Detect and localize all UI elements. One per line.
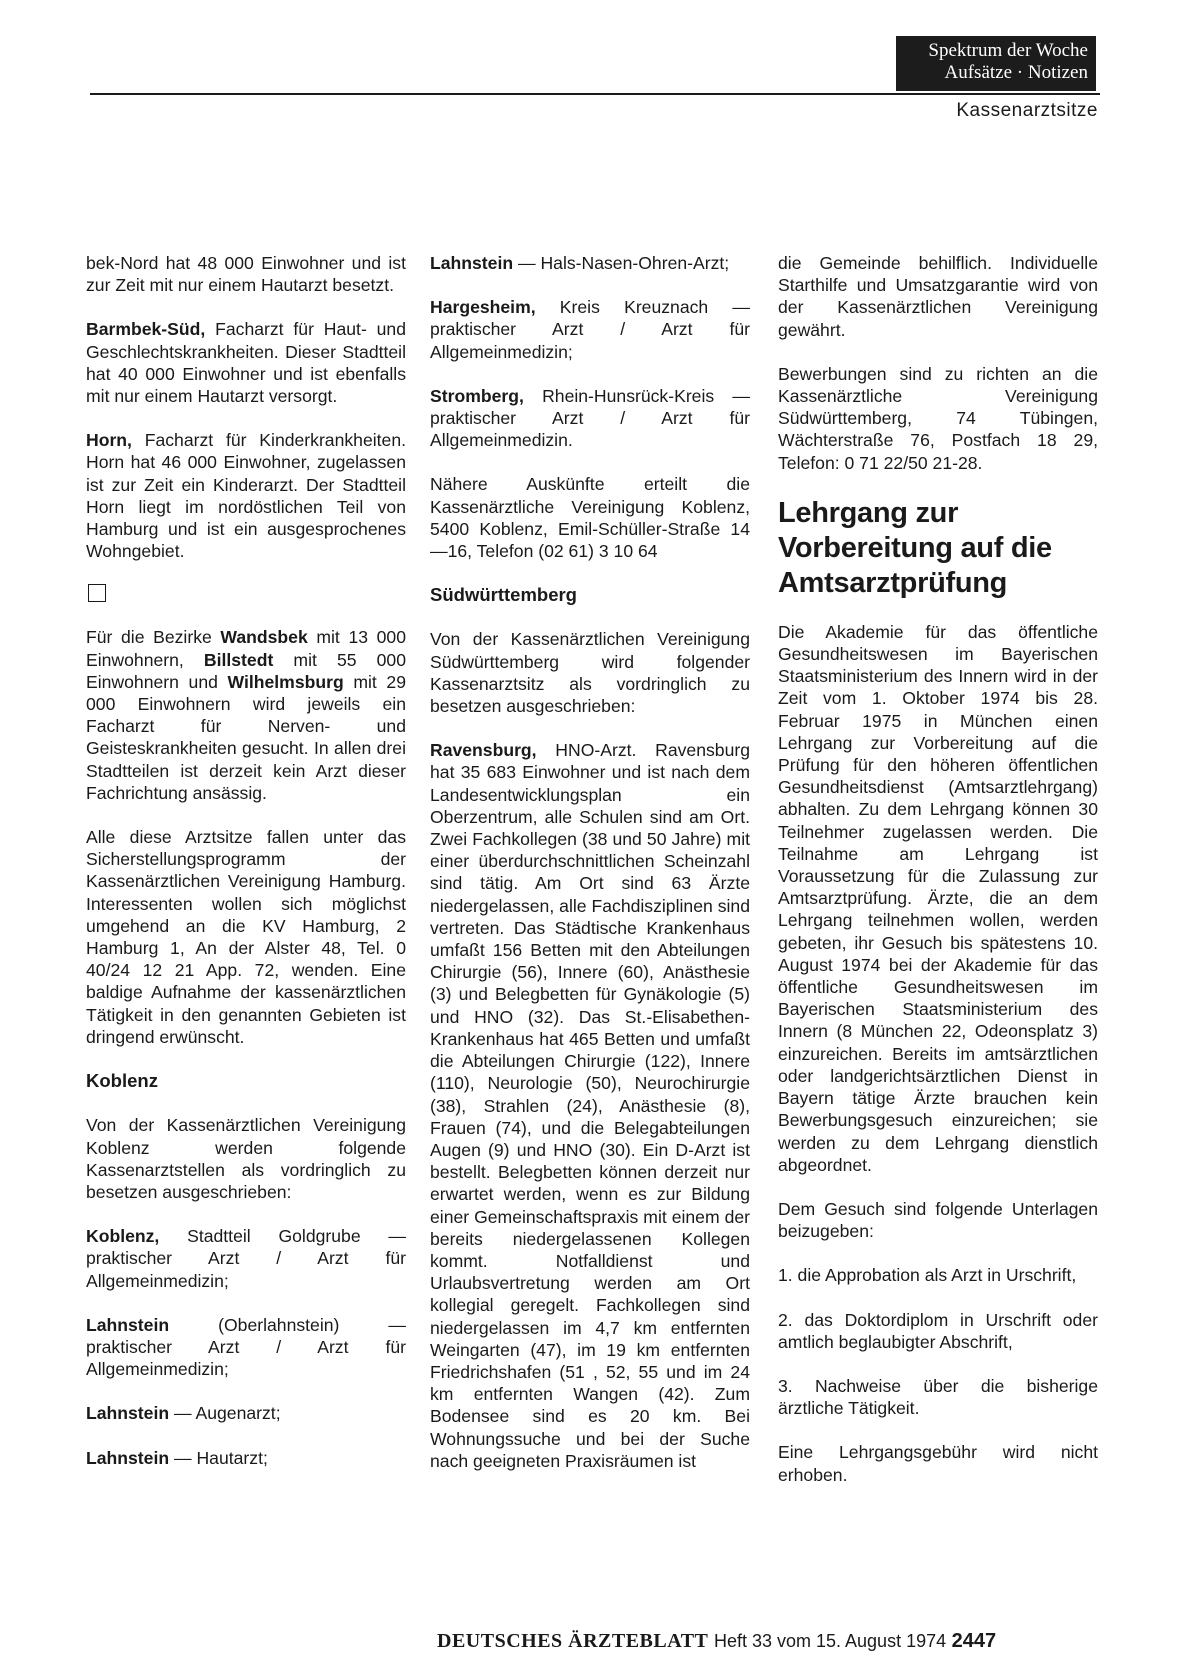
badge-line-1: Spektrum der Woche: [928, 40, 1088, 61]
paragraph: [86, 429, 406, 562]
bold-term: Billstedt: [203, 649, 274, 670]
bold-term: Lahnstein: [86, 1403, 170, 1424]
paragraph-text: mit 29 000 Einwohnern wird jeweils ein Facharzt für Nerven- und Geisteskrankheiten gesucht. In allen drei Stadtteilen ist derzeit kein Arzt dieser Fachrichtung ansässig.: [86, 671, 406, 803]
paragraph: [86, 1314, 406, 1381]
bold-term: Lahnstein: [86, 1447, 170, 1468]
heading-suedwuerttemberg: Südwürttemberg: [430, 584, 577, 606]
paragraph: [430, 739, 750, 1472]
paragraph: Eine Lehrgangsgebühr wird nicht erhoben.: [778, 1442, 1098, 1485]
paragraph-text: Kreis Kreuznach — praktischer Arzt / Arzt für Allgemeinmedizin;: [430, 297, 750, 362]
bold-term: Stromberg,: [430, 385, 524, 406]
paragraph-text: HNO-Arzt. Ravensburg hat 35 683 Einwohner und ist nach dem Landesentwicklungsplan ein Oberzentrum, alle Schulen sind am Ort. Zwei Fachkollegen (38 und 50 Jahre) mit einer überdurchschnittlichen Scheinzahl sind tätig. Am Ort sind 63 Ärzte niedergelassen, alle Fachdisziplinen sind vertreten. Das Städtische Krankenhaus umfaßt 156 Betten mit den Abteilungen Chirurgie (56), Innere (60), Anästhesie (3) und Belegbetten für Gynäkologie (5) und HNO (32). Das St.-Elisabethen-Krankenhaus hat 465 Betten und umfaßt die Abteilungen Chirurgie (122), Innere (110), Neurologie (50), Neurochirurgie (38), Strahlen (24), Anästhesie (8), Frauen (74), und die Belegabteilungen Augen (9) und HNO (30). Ein D-Arzt ist bestellt. Belegbetten können derzeit nur erwartet werden, wenn es zur Bildung einer Gemeinschaftspraxis mit einem der bereits niedergelassenen Kollegen kommt. Notfalldienst und Urlaubsvertretung werden am Ort kollegial geregelt. Fachkollegen sind niedergelassen im 4,7 km entfernten Weingarten (47), im 19 km entfernten Friedrichshafen (51 , 52, 55 und im 24 km entfernten Wangen (42). Zum Bodensee sind es 20 km. Bei Wohnungssuche und bei der Suche nach geeigneten Praxisräumen ist: [430, 740, 750, 1471]
paragraph: Alle diese Arztsitze fallen unter das Sicherstellungsprogramm der Kassenärztlichen Vereinigung Hamburg. Interessenten wollen sich möglichst umgehend an die KV Hamburg, 2 Hamburg 1, An der Alster 48, Tel. 0 40/24 12 21 App. 72, wenden. Eine baldige Aufnahme der kassenärztlichen Tätigkeit in den genannten Gebieten ist dringend erwünscht.: [86, 827, 406, 1047]
bold-term: Ravensburg,: [430, 740, 537, 761]
paragraph: Die Akademie für das öffentliche Gesundheitswesen im Bayerischen Staatsministerium des Innern wird in der Zeit vom 1. Oktober 1974 bis 28. Februar 1975 in München einen Lehrgang zur Vorbereitung auf die Prüfung für den höheren öffentlichen Gesundheitsdienst (Amtsarztlehrgang) abhalten. Zu dem Lehrgang können 30 Teilnehmer zugelassen werden. Die Teilnahme am Lehrgang ist Voraussetzung für die Zulassung zur Amtsarztprüfung. Ärzte, die an dem Lehrgang teilnehmen wollen, werden gebeten, ihr Gesuch bis spätestens 10. August 1974 bei der Akademie für das öffentliche Gesundheitswesen im Bayerischen Staatsministerium des Innern (8 München 22, Odeonsplatz 3) einzureichen. Bereits im amtsärztlichen oder landgerichtsärztlichen Dienst in Bayern tätige Ärzte brauchen kein Bewerbungsgesuch einzureichen; sie werden zu dem Lehrgang dienstlich abgeordnet.: [778, 621, 1098, 1175]
paragraph: [86, 1225, 406, 1292]
paragraph-text: (Oberlahnstein) — praktischer Arzt / Arzt für Allgemeinmedizin;: [86, 1314, 406, 1380]
paragraph: [430, 385, 750, 452]
paragraph: bek-Nord hat 48 000 Einwohner und ist zur Zeit mit nur einem Hautarzt besetzt.: [86, 253, 406, 296]
bold-term: Hargesheim,: [430, 297, 536, 318]
list-item: 2. das Doktordiplom in Urschrift oder amtlich beglaubigter Abschrift,: [778, 1309, 1098, 1352]
paragraph: [430, 252, 750, 274]
badge-line-2: Aufsätze · Notizen: [944, 62, 1088, 83]
column-2: [430, 252, 750, 1494]
heading-lehrgang: Lehrgang zur Vorbereitung auf die Amtsarztprüfung: [778, 496, 1052, 599]
paragraph: Von der Kassenärztlichen Vereinigung Koblenz werden folgende Kassenarztstellen als vordringlich zu besetzen ausgeschrieben:: [86, 1115, 406, 1202]
section-badge: [896, 36, 1096, 91]
paragraph-text: — Hals-Nasen-Ohren-Arzt;: [513, 253, 730, 273]
header-rule: [90, 93, 1100, 95]
bold-term: Horn,: [86, 430, 132, 451]
bold-term: Lahnstein: [430, 253, 514, 273]
section-label: Kassenarztsitze: [956, 100, 1098, 121]
paragraph: Nähere Auskünfte erteilt die Kassenärztliche Vereinigung Koblenz, 5400 Koblenz, Emil-Schüller-Straße 14—16, Telefon (02 61) 3 10 64: [430, 474, 750, 562]
bold-term: Barmbek-Süd,: [86, 319, 206, 340]
paragraph: Dem Gesuch sind folgende Unterlagen beizugeben:: [778, 1198, 1098, 1242]
magazine-title: DEUTSCHES ÄRZTEBLATT: [437, 1630, 709, 1652]
bold-term: Wandsbek: [220, 627, 308, 648]
paragraph-text: Facharzt für Haut- und Geschlechtskrankheiten. Dieser Stadtteil hat 40 000 Einwohner und ist ebenfalls mit nur einem Hautarzt versorgt.: [86, 319, 406, 407]
paragraph-text: — Augenarzt;: [169, 1403, 281, 1424]
paragraph: [86, 626, 406, 804]
paragraph: [430, 296, 750, 363]
paragraph-text: Für die Bezirke: [86, 627, 221, 648]
paragraph-text: mit 55 000 Einwohnern und: [86, 649, 406, 692]
paragraph-text: mit 13 000 Einwohnern,: [86, 627, 406, 670]
page-number: 2447: [951, 1630, 997, 1652]
list-item: 1. die Approbation als Arzt in Urschrift,: [778, 1265, 1077, 1286]
column-3: [778, 252, 1098, 1508]
heading-koblenz: Koblenz: [86, 1070, 158, 1092]
paragraph-text: Stadtteil Goldgrube — praktischer Arzt / Arzt für Allgemeinmedizin;: [86, 1226, 406, 1291]
paragraph-text: Facharzt für Kinderkrankheiten. Horn hat 46 000 Einwohner, zugelassen ist zur Zeit ein Kinderarzt. Der Stadtteil Horn liegt im nordöstlichen Teil von Hamburg und ist ein ausgesprochenes Wohngebiet.: [86, 430, 406, 562]
paragraph: Bewerbungen sind zu richten an die Kassenärztliche Vereinigung Südwürttemberg, 74 Tübingen, Wächterstraße 76, Postfach 18 29, Telefon: 0 71 22/50 21-28.: [778, 363, 1098, 473]
paragraph: [86, 318, 406, 407]
paragraph-text: Rhein-Hunsrück-Kreis — praktischer Arzt / Arzt für Allgemeinmedizin.: [430, 385, 750, 451]
paragraph: [86, 1402, 406, 1424]
bold-term: Koblenz,: [86, 1226, 160, 1247]
paragraph: Von der Kassenärztlichen Vereinigung Südwürttemberg wird folgender Kassenarztsitz als vordringlich zu besetzen ausgeschrieben:: [430, 629, 750, 717]
issue-info: Heft 33 vom 15. August 1974: [713, 1631, 947, 1651]
paragraph-text: — Hautarzt;: [169, 1447, 268, 1468]
bold-term: Wilhelmsburg: [227, 671, 344, 692]
bold-term: Lahnstein: [86, 1314, 170, 1335]
checkbox-square-icon: [88, 584, 106, 602]
list-item: 3. Nachweise über die bisherige ärztliche Tätigkeit.: [778, 1375, 1098, 1419]
paragraph: die Gemeinde behilflich. Individuelle Starthilfe und Umsatzgarantie wird von der Kassenärztlichen Vereinigung gewährt.: [778, 253, 1098, 340]
column-1: [86, 252, 406, 1491]
page-footer: [437, 1630, 996, 1653]
paragraph: [86, 1447, 406, 1469]
